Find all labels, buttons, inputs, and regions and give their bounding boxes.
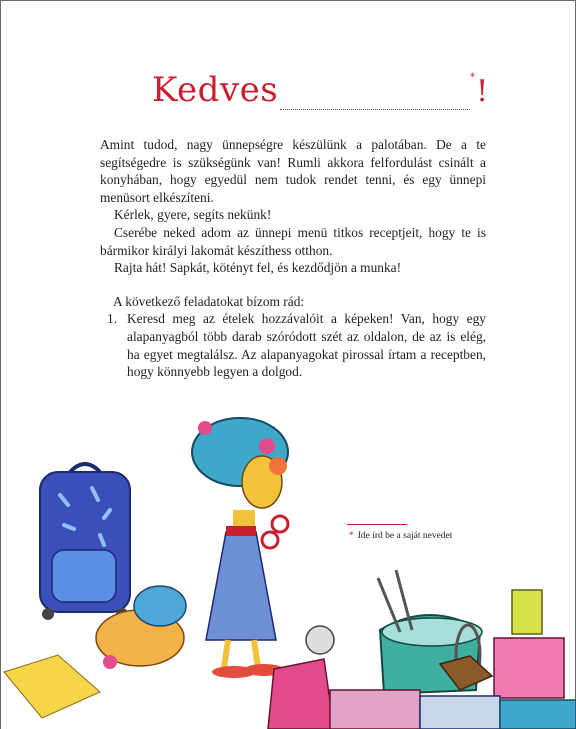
title-footnote-marker: * (470, 72, 476, 83)
task-item (100, 310, 486, 380)
name-fill-line[interactable] (280, 83, 470, 110)
footnote-marker: * (349, 531, 354, 541)
letter-paragraph: Rajta hát! Sapkát, kötényt fel, és kezdődjön a munka! (114, 260, 402, 276)
title-word: Kedves (152, 70, 279, 110)
page-title (152, 70, 488, 110)
yellow-paper (4, 655, 100, 718)
letter-paragraph: Amint tudod, nagy ünnepségre készülünk a palotában. De a te segítségedre is szükségünk van! Rumli akkora felfordulást csinált a konyhában, hogy egyedül nem tudok rendet tenni, és egy ünnepi menüsort elkészíteni. (100, 137, 486, 205)
girl-figure-illustration (192, 418, 288, 678)
task-number: 1. (107, 311, 118, 327)
footnote-text: Ide írd be a saját nevedet (357, 531, 453, 541)
title-exclamation: ! (476, 74, 489, 109)
page-frame-top (0, 0, 576, 1)
kitchen-illustration (0, 400, 576, 729)
letter-paragraph: Cserébe neked adom az ünnepi menü titkos receptjeit, hogy te is bármikor királyi lakomát készíthess otthon. (100, 224, 486, 258)
kitchen-utensils-pile (268, 570, 576, 729)
letter-body (100, 136, 486, 381)
task-text: Keresd meg az ételek hozzávalóit a képeken! Van, hogy egy alapanyagból több darab szóródott szét az oldalon, de az is elég, ha egyet megtalálsz. Az alapanyagokat pirossal írtam a receptben, hogy könnyebb legyen a dolgod. (127, 311, 486, 380)
suitcase-illustration (40, 464, 130, 620)
letter-paragraph: Kérlek, gyere, segíts nekünk! (114, 207, 272, 223)
tasks-intro: A következő feladatokat bízom rád: (113, 293, 305, 309)
